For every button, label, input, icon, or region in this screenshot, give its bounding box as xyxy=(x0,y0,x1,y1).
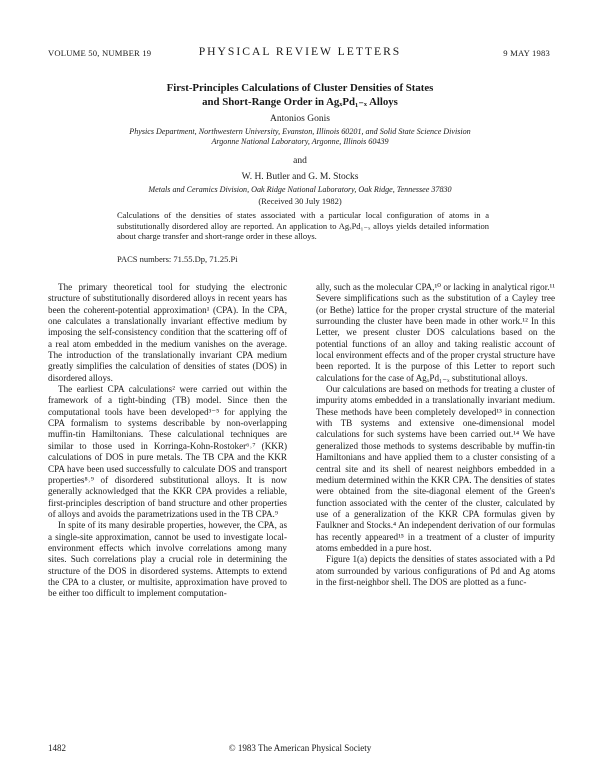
author-second: W. H. Butler and G. M. Stocks xyxy=(241,172,359,182)
copyright-notice: © 1983 The American Physical Society xyxy=(228,743,372,753)
affiliation-first-1: Physics Department, Northwestern University, Evanston, Illinois 60201, and Solid State Science Division xyxy=(129,127,471,136)
abstract-text: Calculations of the densities of states associated with a particular local configuration of atoms in a substitutionally disordered alloy are reported. An application to AgₓPd₁₋ₓ alloys yields detailed information about charge transfer and short-range order in these alloys. xyxy=(117,210,489,242)
affiliation-first-2: Argonne National Laboratory, Argonne, Illinois 60439 xyxy=(211,137,389,146)
page-number: 1482 xyxy=(48,743,66,753)
body-column-left xyxy=(48,282,287,600)
body-paragraph: In spite of its many desirable properties, however, the CPA, as a single-site approximation, cannot be used to investigate local-environment effects which involve correlations among many sites. Such correlations play a crucial role in determining the structure of the DOS in disordered systems. Attempts to extend the CPA to a cluster, or multisite, approximation have proved to be either too difficult to implement computation- xyxy=(48,520,287,599)
body-paragraph: The primary theoretical tool for studying the electronic structure of substitutionally disordered alloys in recent years has been the coherent-potential approximation¹ (CPA). In the CPA, one calculates a translationally invariant effective medium by imposing the self-consistency condition that the scattering off of a real atom embedded in the medium vanishes on the average. The introduction of the translationally invariant CPA medium greatly simplifies the calculation of densities of states (DOS) in disordered alloys. xyxy=(48,282,287,383)
author-first: Antonios Gonis xyxy=(270,114,330,124)
body-paragraph: Figure 1(a) depicts the densities of states associated with a Pd atom surrounded by various configurations of Pd and Ag atoms in the first-neighbor shell. The DOS are plotted as a func- xyxy=(316,554,555,587)
paper-title-line-2: and Short-Range Order in AgₓPd₁₋ₓ Alloys xyxy=(202,96,398,108)
body-paragraph: The earliest CPA calculations² were carried out within the framework of a tight-binding (TB) model. Since then the computational tools have been developed³⁻⁵ for applying the CPA formalism to systems describable by non-overlapping muffin-tin Hamiltonians. These calculational techniques are similar to those used in Korringa-Kohn-Rostoker⁶˒⁷ (KKR) calculations of DOS in pure metals. The TB CPA and the KKR CPA have been used successfully to calculate DOS and transport properties⁸˒⁹ of disordered substitutional alloys. It is now generally acknowledged that the KKR CPA provides a reliable, first-principles description of band structure and other properties of alloys and avoids the parametrizations used in the TB CPA.⁹ xyxy=(48,384,287,519)
author-separator: and xyxy=(293,156,307,166)
pacs-numbers: PACS numbers: 71.55.Dp, 71.25.Pi xyxy=(117,254,238,264)
body-paragraph: Our calculations are based on methods for treating a cluster of impurity atoms embedded in a translationally invariant medium. These methods have been completely developed¹³ in connection with TB systems and extensive one-dimensional model calculations for such systems have been carried out.¹⁴ We have generalized those methods to systems describable by muffin-tin Hamiltonians and have applied them to a cluster consisting of a central site and its shell of nearest neighbors embedded in a medium determined within the KKR CPA. The densities of states were obtained from the site-diagonal element of the Green's function associated with the center of the cluster, calculated by use of a generalization of the KKR CPA formulas given by Faulkner and Stocks.⁴ An independent derivation of our formulas has recently appeared¹⁵ in a treatment of a cluster of impurity atoms embedded in a pure host. xyxy=(316,384,555,553)
affiliation-second: Metals and Ceramics Division, Oak Ridge National Laboratory, Oak Ridge, Tennessee 37830 xyxy=(148,185,452,194)
running-header-date: 9 MAY 1983 xyxy=(503,48,550,58)
running-header-volume: VOLUME 50, NUMBER 19 xyxy=(48,48,152,58)
paper-title-line-1: First-Principles Calculations of Cluster Densities of States xyxy=(166,82,434,94)
body-paragraph: ally, such as the molecular CPA,¹⁰ or lacking in analytical rigor.¹¹ Severe simplifications such as the substitution of a Cayley tree (or Bethe) lattice for the proper crystal structure of the material surrounding the cluster have been made in other work.¹² In this Letter, we present cluster DOS calculations based on the potential functions of an alloy and taking realistic account of local environment effects and of the proper crystal structure have been reported. It is the purpose of this Letter to report such calculations for the case of AgₓPd₁₋ₓ substitutional alloys. xyxy=(316,282,555,383)
body-column-right xyxy=(316,282,555,588)
running-header-journal: PHYSICAL REVIEW LETTERS xyxy=(198,45,402,58)
received-date: (Received 30 July 1982) xyxy=(258,196,342,206)
